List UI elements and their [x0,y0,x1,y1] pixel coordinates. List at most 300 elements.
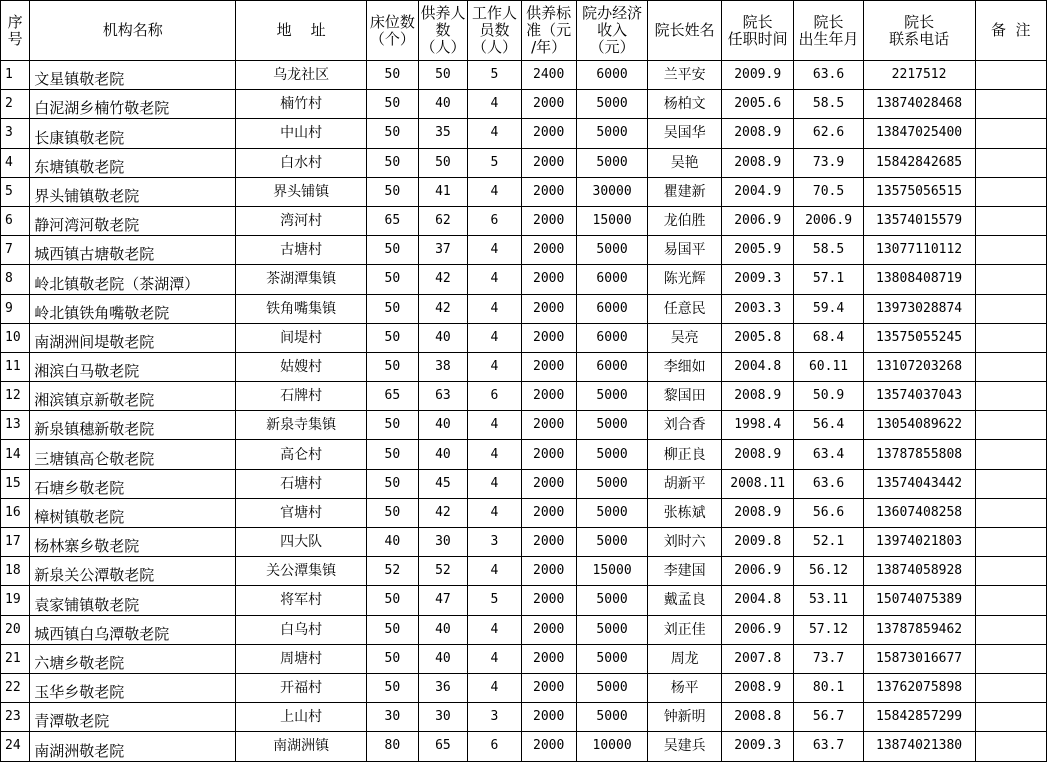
cell-name: 东塘镇敬老院 [30,148,236,177]
cell-standard: 2000 [521,673,576,702]
cell-tenure: 2008.11 [721,469,794,498]
cell-beds: 50 [367,586,419,615]
cell-address: 白乌村 [236,615,367,644]
cell-staff: 6 [468,206,521,235]
header-seq-line2: 号 [7,29,23,48]
cell-phone: 13974021803 [863,528,975,557]
cell-note [975,528,1046,557]
cell-seq: 9 [1,294,30,323]
cell-director: 胡新平 [648,469,721,498]
cell-name: 玉华乡敬老院 [30,673,236,702]
cell-supported: 36 [418,673,468,702]
cell-income: 5000 [576,673,648,702]
cell-director: 钟新明 [648,703,721,732]
cell-seq: 15 [1,469,30,498]
cell-name: 南湖洲间堤敬老院 [30,323,236,352]
cell-phone: 13973028874 [863,294,975,323]
cell-note [975,411,1046,440]
cell-name: 城西镇白乌潭敬老院 [30,615,236,644]
header-standard-line3: /年） [531,38,567,56]
cell-seq: 20 [1,615,30,644]
cell-income: 5000 [576,236,648,265]
cell-birth: 73.7 [794,644,863,673]
cell-note [975,440,1046,469]
cell-director: 吴建兵 [648,732,721,761]
cell-name: 樟树镇敬老院 [30,498,236,527]
cell-supported: 41 [418,177,468,206]
cell-supported: 40 [418,644,468,673]
cell-tenure: 2004.8 [721,586,794,615]
cell-staff: 5 [468,586,521,615]
cell-address: 石塘村 [236,469,367,498]
cell-income: 5000 [576,382,648,411]
cell-phone: 2217512 [863,61,975,90]
cell-standard: 2000 [521,498,576,527]
header-beds-line1: 床位数 [369,12,415,31]
table-row [1,586,1047,615]
cell-note [975,644,1046,673]
cell-address: 官塘村 [236,498,367,527]
cell-staff: 4 [468,440,521,469]
cell-standard: 2000 [521,206,576,235]
cell-birth: 63.6 [794,469,863,498]
table-row [1,644,1047,673]
cell-staff: 4 [468,177,521,206]
header-standard-line1: 供养标 [526,4,572,22]
cell-standard: 2000 [521,236,576,265]
cell-staff: 4 [468,352,521,381]
cell-seq: 14 [1,440,30,469]
cell-staff: 4 [468,469,521,498]
cell-seq: 2 [1,90,30,119]
cell-name: 六塘乡敬老院 [30,644,236,673]
cell-supported: 42 [418,294,468,323]
header-standard [521,1,576,61]
header-staff-line1: 工作人 [471,4,517,22]
cell-address: 周塘村 [236,644,367,673]
cell-name: 杨林寨乡敬老院 [30,528,236,557]
header-note: 备 注 [975,1,1046,61]
cell-beds: 50 [367,644,419,673]
cell-beds: 50 [367,411,419,440]
cell-income: 10000 [576,732,648,761]
cell-staff: 4 [468,615,521,644]
cell-birth: 2006.9 [794,206,863,235]
header-birth [794,1,863,61]
cell-tenure: 2006.9 [721,557,794,586]
cell-staff: 6 [468,382,521,411]
cell-note [975,265,1046,294]
cell-birth: 53.11 [794,586,863,615]
cell-director: 刘正佳 [648,615,721,644]
cell-birth: 57.1 [794,265,863,294]
cell-seq: 1 [1,61,30,90]
cell-director: 刘合香 [648,411,721,440]
cell-address: 石牌村 [236,382,367,411]
cell-beds: 50 [367,498,419,527]
cell-note [975,294,1046,323]
cell-director: 龙伯胜 [648,206,721,235]
cell-beds: 50 [367,469,419,498]
header-income-line1: 院办经济 [582,4,643,22]
cell-tenure: 2008.9 [721,382,794,411]
cell-director: 刘时六 [648,528,721,557]
header-staff [468,1,521,61]
cell-tenure: 2005.8 [721,323,794,352]
cell-seq: 11 [1,352,30,381]
cell-supported: 65 [418,732,468,761]
cell-tenure: 2008.9 [721,498,794,527]
table-row [1,177,1047,206]
header-row [1,1,1047,61]
cell-name: 袁家铺镇敬老院 [30,586,236,615]
cell-income: 5000 [576,469,648,498]
cell-income: 6000 [576,352,648,381]
cell-phone: 13077110112 [863,236,975,265]
cell-tenure: 1998.4 [721,411,794,440]
cell-name: 三塘镇高仑敬老院 [30,440,236,469]
cell-birth: 60.11 [794,352,863,381]
cell-income: 15000 [576,557,648,586]
cell-income: 5000 [576,440,648,469]
cell-address: 楠竹村 [236,90,367,119]
table-row [1,236,1047,265]
cell-staff: 3 [468,703,521,732]
cell-phone: 13574037043 [863,382,975,411]
cell-name: 南湖洲敬老院 [30,732,236,761]
header-name: 机构名称 [30,1,236,61]
cell-supported: 63 [418,382,468,411]
cell-beds: 40 [367,528,419,557]
cell-supported: 40 [418,615,468,644]
header-income-line3: （元） [589,38,635,56]
cell-address: 高仑村 [236,440,367,469]
cell-name: 文星镇敬老院 [30,61,236,90]
cell-director: 吴艳 [648,148,721,177]
header-tenure-line2: 任职时间 [727,29,788,48]
cell-name: 青潭敬老院 [30,703,236,732]
cell-director: 戴孟良 [648,586,721,615]
cell-name: 石塘乡敬老院 [30,469,236,498]
cell-income: 6000 [576,61,648,90]
header-staff-line3: （人） [471,38,517,56]
table-row [1,703,1047,732]
cell-seq: 7 [1,236,30,265]
cell-name: 界头铺镇敬老院 [30,177,236,206]
cell-note [975,498,1046,527]
cell-birth: 70.5 [794,177,863,206]
cell-standard: 2000 [521,615,576,644]
cell-standard: 2000 [521,411,576,440]
cell-director: 柳正良 [648,440,721,469]
cell-note [975,323,1046,352]
cell-standard: 2000 [521,352,576,381]
cell-note [975,177,1046,206]
cell-birth: 63.4 [794,440,863,469]
cell-address: 开福村 [236,673,367,702]
cell-phone: 13808408719 [863,265,975,294]
cell-birth: 80.1 [794,673,863,702]
header-seq-line1: 序 [7,12,23,31]
cell-address: 白水村 [236,148,367,177]
table-row [1,469,1047,498]
cell-phone: 13847025400 [863,119,975,148]
cell-address: 姑嫂村 [236,352,367,381]
cell-beds: 50 [367,61,419,90]
cell-income: 5000 [576,528,648,557]
cell-birth: 56.6 [794,498,863,527]
cell-beds: 50 [367,440,419,469]
cell-standard: 2400 [521,61,576,90]
cell-beds: 50 [367,119,419,148]
cell-supported: 62 [418,206,468,235]
cell-staff: 4 [468,294,521,323]
cell-address: 茶湖潭集镇 [236,265,367,294]
header-supported-line1: 供养人 [420,4,466,22]
cell-supported: 42 [418,498,468,527]
cell-note [975,703,1046,732]
cell-birth: 56.4 [794,411,863,440]
cell-beds: 50 [367,673,419,702]
cell-beds: 50 [367,148,419,177]
cell-phone: 13107203268 [863,352,975,381]
cell-address: 界头铺镇 [236,177,367,206]
cell-beds: 65 [367,382,419,411]
cell-phone: 13787855808 [863,440,975,469]
cell-standard: 2000 [521,265,576,294]
cell-staff: 4 [468,119,521,148]
cell-name: 长康镇敬老院 [30,119,236,148]
cell-seq: 4 [1,148,30,177]
header-birth-line1: 院长 [813,12,844,31]
cell-beds: 52 [367,557,419,586]
cell-seq: 16 [1,498,30,527]
table-row [1,352,1047,381]
cell-tenure: 2008.8 [721,703,794,732]
cell-supported: 40 [418,440,468,469]
cell-tenure: 2009.8 [721,528,794,557]
cell-beds: 50 [367,352,419,381]
cell-tenure: 2006.9 [721,206,794,235]
cell-address: 间堤村 [236,323,367,352]
cell-note [975,382,1046,411]
cell-note [975,236,1046,265]
cell-standard: 2000 [521,469,576,498]
cell-supported: 38 [418,352,468,381]
cell-phone: 13874021380 [863,732,975,761]
table-row [1,294,1047,323]
cell-seq: 23 [1,703,30,732]
cell-income: 5000 [576,703,648,732]
table-row [1,61,1047,90]
cell-income: 6000 [576,294,648,323]
cell-phone: 13607408258 [863,498,975,527]
cell-tenure: 2005.6 [721,90,794,119]
cell-name: 城西镇古塘敬老院 [30,236,236,265]
table-row [1,323,1047,352]
cell-birth: 59.4 [794,294,863,323]
header-seq [1,1,30,61]
cell-birth: 50.9 [794,382,863,411]
cell-seq: 12 [1,382,30,411]
cell-supported: 35 [418,119,468,148]
cell-tenure: 2007.8 [721,644,794,673]
cell-staff: 3 [468,528,521,557]
cell-income: 30000 [576,177,648,206]
header-tenure-line1: 院长 [742,12,773,31]
cell-beds: 50 [367,323,419,352]
cell-note [975,90,1046,119]
header-tenure [721,1,794,61]
cell-phone: 13762075898 [863,673,975,702]
cell-seq: 22 [1,673,30,702]
cell-name: 岭北镇铁角嘴敬老院 [30,294,236,323]
header-supported [418,1,468,61]
cell-beds: 50 [367,294,419,323]
cell-supported: 37 [418,236,468,265]
cell-beds: 50 [367,236,419,265]
cell-beds: 65 [367,206,419,235]
cell-birth: 62.6 [794,119,863,148]
cell-staff: 6 [468,732,521,761]
table-row [1,382,1047,411]
cell-standard: 2000 [521,119,576,148]
table-row [1,411,1047,440]
cell-staff: 4 [468,323,521,352]
cell-income: 5000 [576,498,648,527]
cell-birth: 57.12 [794,615,863,644]
cell-seq: 17 [1,528,30,557]
header-standard-line2: 准（元 [526,21,572,39]
cell-tenure: 2008.9 [721,673,794,702]
header-supported-line3: （人） [420,38,466,56]
cell-seq: 6 [1,206,30,235]
cell-standard: 2000 [521,557,576,586]
table-row [1,498,1047,527]
cell-note [975,673,1046,702]
cell-birth: 63.6 [794,61,863,90]
cell-income: 6000 [576,323,648,352]
table-row [1,206,1047,235]
cell-director: 周龙 [648,644,721,673]
header-supported-line2: 数 [435,21,451,39]
cell-beds: 50 [367,265,419,294]
table-row [1,265,1047,294]
cell-phone: 13787859462 [863,615,975,644]
header-beds-line2: （个） [369,29,415,48]
cell-seq: 10 [1,323,30,352]
cell-supported: 50 [418,61,468,90]
cell-address: 上山村 [236,703,367,732]
cell-tenure: 2005.9 [721,236,794,265]
cell-staff: 5 [468,61,521,90]
cell-standard: 2000 [521,732,576,761]
cell-supported: 40 [418,90,468,119]
cell-director: 杨平 [648,673,721,702]
cell-staff: 4 [468,236,521,265]
header-staff-line2: 员数 [479,21,510,39]
cell-director: 兰平安 [648,61,721,90]
cell-standard: 2000 [521,177,576,206]
cell-supported: 45 [418,469,468,498]
cell-director: 陈光辉 [648,265,721,294]
table-row [1,148,1047,177]
cell-director: 易国平 [648,236,721,265]
cell-beds: 50 [367,615,419,644]
cell-phone: 15873016677 [863,644,975,673]
cell-seq: 13 [1,411,30,440]
cell-phone: 13575055245 [863,323,975,352]
table-row [1,90,1047,119]
table-header [1,1,1047,61]
cell-director: 李建国 [648,557,721,586]
cell-note [975,586,1046,615]
cell-income: 5000 [576,119,648,148]
cell-income: 6000 [576,265,648,294]
cell-income: 15000 [576,206,648,235]
table-row [1,615,1047,644]
cell-note [975,557,1046,586]
cell-staff: 4 [468,644,521,673]
cell-name: 湘滨镇京新敬老院 [30,382,236,411]
cell-seq: 5 [1,177,30,206]
cell-tenure: 2009.3 [721,732,794,761]
cell-note [975,206,1046,235]
cell-seq: 24 [1,732,30,761]
cell-tenure: 2003.3 [721,294,794,323]
table-row [1,440,1047,469]
cell-beds: 30 [367,703,419,732]
cell-income: 5000 [576,615,648,644]
cell-director: 张栋斌 [648,498,721,527]
cell-tenure: 2008.9 [721,119,794,148]
table-body [1,61,1047,762]
header-address: 地 址 [236,1,367,61]
header-beds [367,1,419,61]
cell-supported: 50 [418,148,468,177]
cell-supported: 52 [418,557,468,586]
header-phone [863,1,975,61]
table-row [1,557,1047,586]
cell-address: 将军村 [236,586,367,615]
cell-address: 四大队 [236,528,367,557]
cell-address: 湾河村 [236,206,367,235]
cell-standard: 2000 [521,323,576,352]
cell-director: 吴国华 [648,119,721,148]
cell-note [975,352,1046,381]
cell-birth: 58.5 [794,236,863,265]
cell-name: 白泥湖乡楠竹敬老院 [30,90,236,119]
cell-director: 瞿建新 [648,177,721,206]
cell-standard: 2000 [521,586,576,615]
cell-income: 5000 [576,90,648,119]
cell-income: 5000 [576,644,648,673]
cell-birth: 73.9 [794,148,863,177]
cell-note [975,119,1046,148]
cell-standard: 2000 [521,382,576,411]
cell-note [975,732,1046,761]
cell-name: 新泉关公潭敬老院 [30,557,236,586]
cell-supported: 30 [418,703,468,732]
header-income [576,1,648,61]
cell-beds: 80 [367,732,419,761]
cell-phone: 15074075389 [863,586,975,615]
cell-staff: 4 [468,557,521,586]
cell-address: 铁角嘴集镇 [236,294,367,323]
header-birth-line2: 出生年月 [798,29,859,48]
cell-supported: 40 [418,411,468,440]
cell-birth: 56.12 [794,557,863,586]
